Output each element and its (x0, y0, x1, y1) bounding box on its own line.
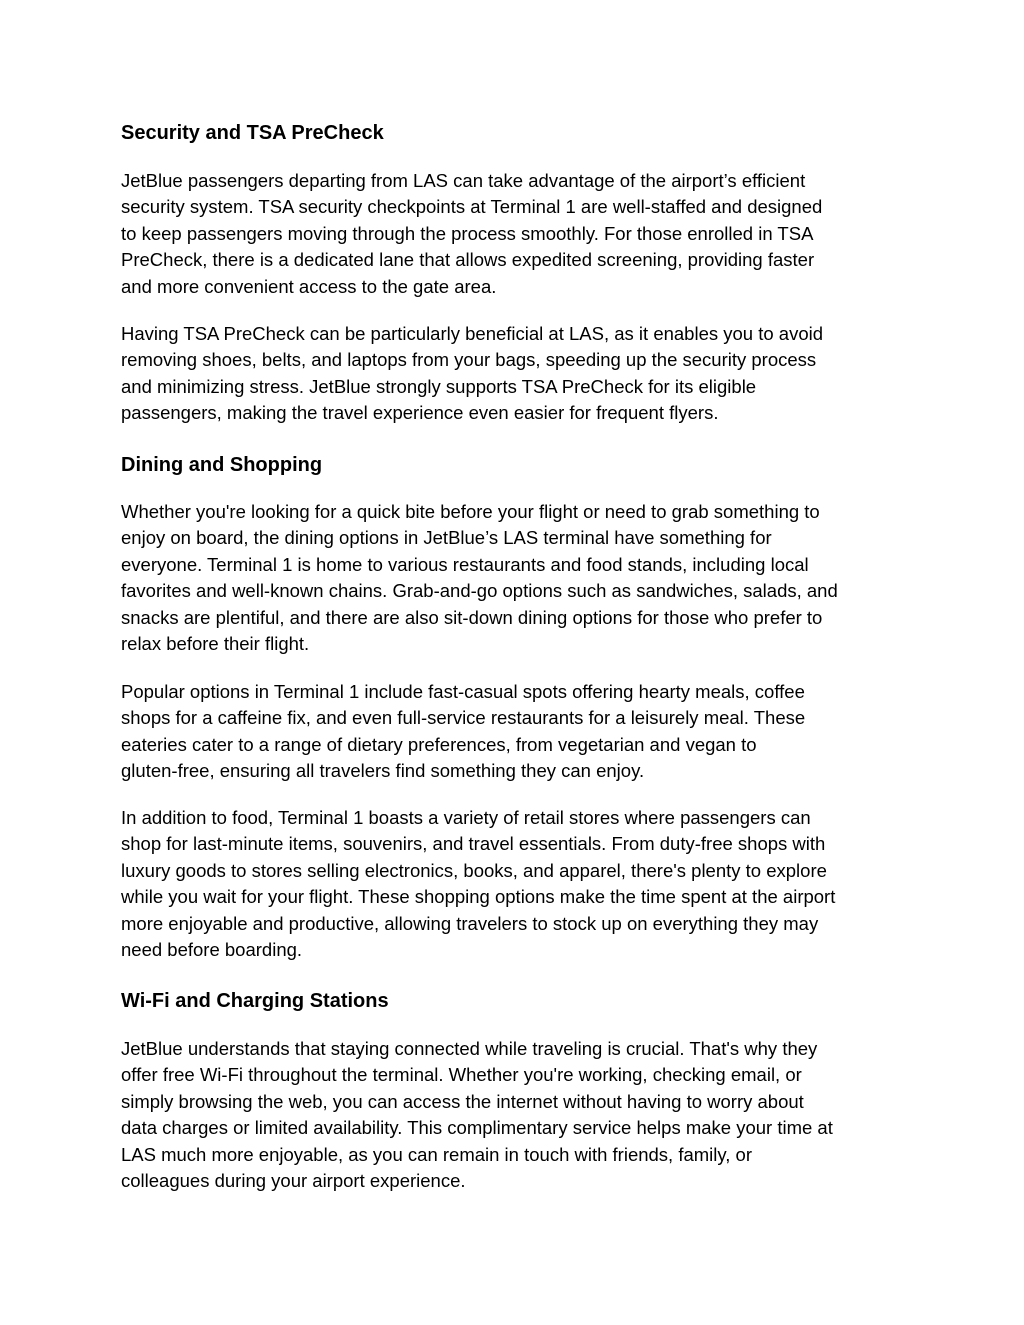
text-line: In addition to food, Terminal 1 boasts a variety of retail stores where passengers can (121, 807, 811, 828)
text-line: shop for last-minute items, souvenirs, and travel essentials. From duty-free shops with (121, 833, 826, 855)
text-line: while you wait for your flight. These shopping options make the time spent at the airport (121, 886, 836, 908)
text-line: and more convenient access to the gate area. (121, 275, 497, 297)
text-line: shops for a caffeine fix, and even full-service restaurants for a leisurely meal. These (121, 707, 806, 729)
text-line: and minimizing stress. JetBlue strongly supports TSA PreCheck for its eligible (121, 375, 757, 397)
text-line: Popular options in Terminal 1 include fast-casual spots offering hearty meals, coffee (121, 681, 805, 702)
text-line: more enjoyable and productive, allowing travelers to stock up on everything they may (121, 912, 819, 934)
text-line: enjoy on board, the dining options in JetBlue’s LAS terminal have something for (121, 527, 772, 549)
section-heading-dining: Dining and Shopping (121, 454, 323, 476)
paragraph-security-2 (121, 321, 911, 427)
text-line: PreCheck, there is a dedicated lane that allows expedited screening, providing faster (121, 249, 815, 271)
text-line: Having TSA PreCheck can be particularly beneficial at LAS, as it enables you to avoid (121, 323, 824, 344)
text-line: offer free Wi-Fi throughout the terminal. Whether you're working, checking email, or (121, 1064, 802, 1086)
text-line: JetBlue passengers departing from LAS can take advantage of the airport’s efficient (121, 170, 806, 191)
text-line: need before boarding. (121, 939, 303, 961)
text-line: favorites and well-known chains. Grab-and-go options such as sandwiches, salads, and (121, 580, 838, 602)
text-line: Whether you're looking for a quick bite before your flight or need to grab something to (121, 501, 820, 522)
text-line: to keep passengers moving through the process smoothly. For those enrolled in TSA (121, 222, 814, 244)
paragraph-dining-2 (121, 679, 911, 785)
section-heading-security: Security and TSA PreCheck (121, 122, 384, 144)
paragraph-security-1 (121, 168, 911, 300)
text-line: colleagues during your airport experience. (121, 1170, 466, 1192)
text-line: eateries cater to a range of dietary preferences, from vegetarian and vegan to (121, 733, 757, 755)
text-line: data charges or limited availability. This complimentary service helps make your time at (121, 1117, 833, 1139)
text-line: JetBlue understands that staying connected while traveling is crucial. That's why they (121, 1038, 818, 1059)
paragraph-dining-3 (121, 805, 911, 963)
paragraph-dining-1 (121, 499, 911, 657)
text-line: gluten-free, ensuring all travelers find something they can enjoy. (121, 760, 645, 782)
text-line: snacks are plentiful, and there are also sit-down dining options for those who prefer to (121, 606, 823, 628)
text-line: relax before their flight. (121, 633, 310, 655)
text-line: luxury goods to stores selling electronics, books, and apparel, there's plenty to explore (121, 859, 827, 881)
text-line: removing shoes, belts, and laptops from your bags, speeding up the security process (121, 349, 817, 371)
text-line: passengers, making the travel experience even easier for frequent flyers. (121, 402, 719, 424)
section-heading-wifi: Wi-Fi and Charging Stations (121, 990, 389, 1012)
text-line: security system. TSA security checkpoints at Terminal 1 are well-staffed and designed (121, 196, 823, 218)
text-line: LAS much more enjoyable, as you can remain in touch with friends, family, or (121, 1143, 753, 1165)
text-line: simply browsing the web, you can access the internet without having to worry about (121, 1090, 804, 1112)
paragraph-wifi-1 (121, 1036, 911, 1194)
text-line: everyone. Terminal 1 is home to various restaurants and food stands, including local (121, 553, 809, 575)
